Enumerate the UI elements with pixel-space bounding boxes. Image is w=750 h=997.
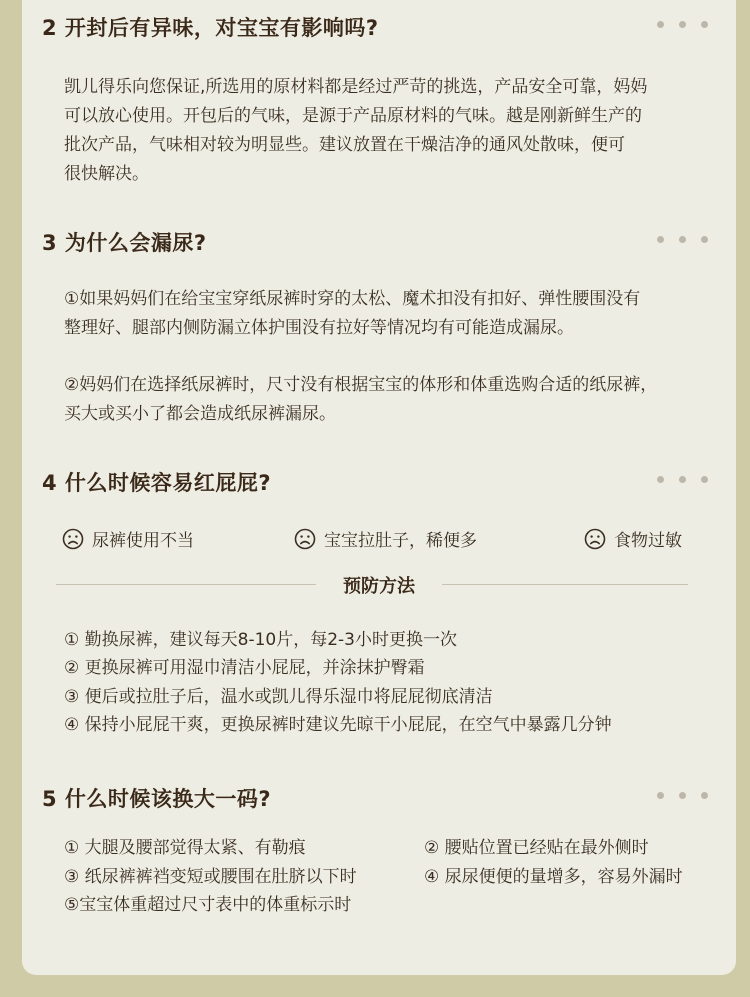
q2-line-1: 凯儿得乐向您保证,所选用的原材料都是经过严苛的挑选，产品安全可靠，妈妈: [64, 77, 648, 97]
cause-item: [62, 526, 194, 551]
q3-p2-line-2: 买大或买小了都会造成纸尿裤漏尿。: [64, 404, 336, 424]
size-up-item: ⑤宝宝体重超过尺寸表中的体重标示时: [64, 895, 352, 915]
cause-label: 尿裤使用不当: [92, 531, 194, 551]
prevention-tip: ② 更换尿裤可用湿巾清洁小屁屁，并涂抹护臀霜: [64, 658, 425, 678]
q2-line-2: 可以放心使用。开包后的气味，是源于产品原材料的气味。越是刚新鲜生产的: [64, 106, 642, 126]
prevention-tip: ① 勤换尿裤，建议每天8-10片，每2-3小时更换一次: [64, 630, 457, 650]
prevention-tip: ④ 保持小屁屁干爽，更换尿裤时建议先晾干小屁屁，在空气中暴露几分钟: [64, 715, 612, 735]
q2-line-3: 批次产品，气味相对较为明显些。建议放置在干燥洁净的通风处散味，便可: [64, 135, 625, 155]
prevention-tip: ③ 便后或拉肚子后，温水或凯儿得乐湿巾将屁屁彻底清洁: [64, 687, 493, 707]
sad-face-icon: [584, 528, 606, 550]
size-up-item: ③ 纸尿裤裤裆变短或腰围在肚脐以下时: [64, 867, 357, 887]
ellipsis-dots-icon: [657, 21, 708, 28]
sad-face-icon: [294, 528, 316, 550]
cause-label: 食物过敏: [614, 531, 682, 551]
cause-item: [294, 526, 477, 551]
faq-card: [22, 0, 736, 975]
size-up-item: ① 大腿及腰部觉得太紧、有勒痕: [64, 838, 306, 858]
q3-p1-line-2: 整理好、腿部内侧防漏立体护围没有拉好等情况均有可能造成漏尿。: [64, 318, 574, 338]
section-title-q3: 3 为什么会漏尿?: [42, 231, 207, 255]
cause-item: [584, 526, 682, 551]
ellipsis-dots-icon: [657, 236, 708, 243]
q3-p2-line-1: ②妈妈们在选择纸尿裤时，尺寸没有根据宝宝的体形和体重选购合适的纸尿裤，: [64, 375, 658, 395]
cause-label: 宝宝拉肚子，稀便多: [324, 531, 477, 551]
q3-p1-line-1: ①如果妈妈们在给宝宝穿纸尿裤时穿的太松、魔术扣没有扣好、弹性腰围没有: [64, 289, 641, 309]
section-title-q4: 4 什么时候容易红屁屁?: [42, 471, 272, 495]
prevention-title: 预防方法: [22, 572, 736, 598]
q2-line-4: 很快解决。: [64, 164, 149, 184]
size-up-item: ④ 尿尿便便的量增多，容易外漏时: [424, 867, 683, 887]
section-title-q5: 5 什么时候该换大一码?: [42, 787, 272, 811]
size-up-item: ② 腰贴位置已经贴在最外侧时: [424, 838, 649, 858]
sad-face-icon: [62, 528, 84, 550]
section-title-q2: 2 开封后有异味，对宝宝有影响吗?: [42, 16, 379, 40]
ellipsis-dots-icon: [657, 792, 708, 799]
ellipsis-dots-icon: [657, 476, 708, 483]
